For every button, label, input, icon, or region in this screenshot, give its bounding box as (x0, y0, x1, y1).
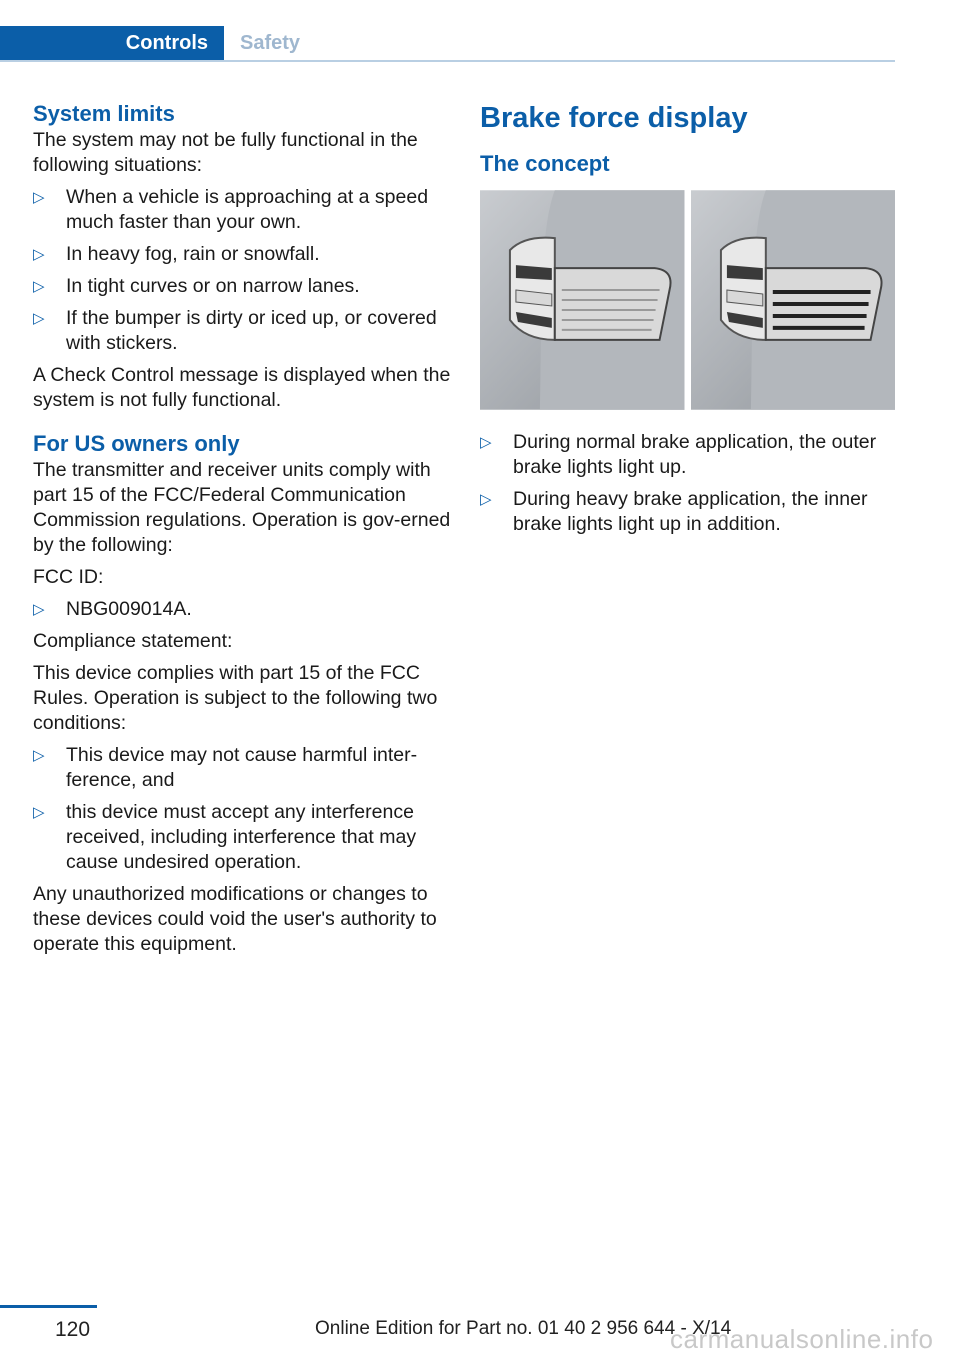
section-heading-concept: The concept (480, 151, 610, 176)
list-item: ▷ During normal brake application, the outer brake lights light up. (480, 431, 877, 478)
fcc-id-list (33, 597, 453, 622)
page-title: Brake force display (480, 102, 748, 134)
brake-light-heavy-image (691, 190, 896, 410)
triangle-right-icon: ▷ (33, 278, 45, 295)
brake-light-normal-image (480, 190, 685, 410)
header-divider (0, 60, 895, 62)
triangle-right-icon: ▷ (33, 310, 45, 327)
conditions-list (33, 743, 453, 875)
tab-controls[interactable]: Controls (0, 26, 224, 60)
section-heading-us-owners: For US owners only (33, 431, 240, 456)
list-item: ▷ During heavy brake application, the inner brake lights light up in addition. (480, 488, 868, 535)
watermark: carmanualsonline.info (670, 1324, 934, 1354)
list-item: ▷ If the bumper is dirty or iced up, or covered with stickers. (33, 307, 437, 354)
triangle-right-icon: ▷ (33, 747, 45, 764)
system-limits-list (33, 185, 453, 356)
fcc-id-label: FCC ID: (33, 566, 104, 588)
list-item: ▷ In heavy fog, rain or snowfall. (33, 243, 320, 265)
compliance-text: This device complies with part 15 of the FCC Rules. Operation is subject to the following two conditions: (33, 662, 438, 734)
right-column (480, 100, 895, 544)
list-item: ▷ When a vehicle is approaching at a speed much faster than your own. (33, 186, 429, 233)
list-item: ▷ This device may not cause harmful inter-ference, and (33, 744, 418, 791)
footer-divider (0, 1305, 97, 1308)
list-item: ▷ In tight curves or on narrow lanes. (33, 275, 360, 297)
edition-text: Online Edition for Part no. 01 40 2 956 644 - X/14 (315, 1318, 732, 1339)
triangle-right-icon: ▷ (33, 601, 45, 618)
check-control-note: A Check Control message is displayed when the system is not fully functional. (33, 364, 451, 411)
triangle-right-icon: ▷ (33, 804, 45, 821)
triangle-right-icon: ▷ (480, 434, 492, 451)
triangle-right-icon: ▷ (33, 246, 45, 263)
compliance-label: Compliance statement: (33, 630, 233, 652)
us-owners-intro: The transmitter and receiver units comply with part 15 of the FCC/Federal Communication Commission regulations. Operation is gov-erned by the following: (33, 459, 451, 556)
list-item: ▷ NBG009014A. (33, 598, 192, 620)
triangle-right-icon: ▷ (33, 189, 45, 206)
brake-light-photos (480, 190, 895, 410)
list-item: ▷ this device must accept any interference received, including interference that may cause undesired operation. (33, 801, 417, 873)
left-column (33, 100, 453, 964)
page-header (0, 26, 895, 62)
section-heading-system-limits: System limits (33, 101, 175, 126)
triangle-right-icon: ▷ (480, 491, 492, 508)
brake-display-list (480, 430, 895, 537)
tab-safety[interactable]: Safety (240, 31, 301, 54)
page-number: 120 (55, 1318, 91, 1341)
system-limits-intro: The system may not be fully functional in the following situations: (33, 129, 418, 176)
closing-text: Any unauthorized modifications or changes to these devices could void the user's authority to operate this equipment. (33, 883, 437, 955)
